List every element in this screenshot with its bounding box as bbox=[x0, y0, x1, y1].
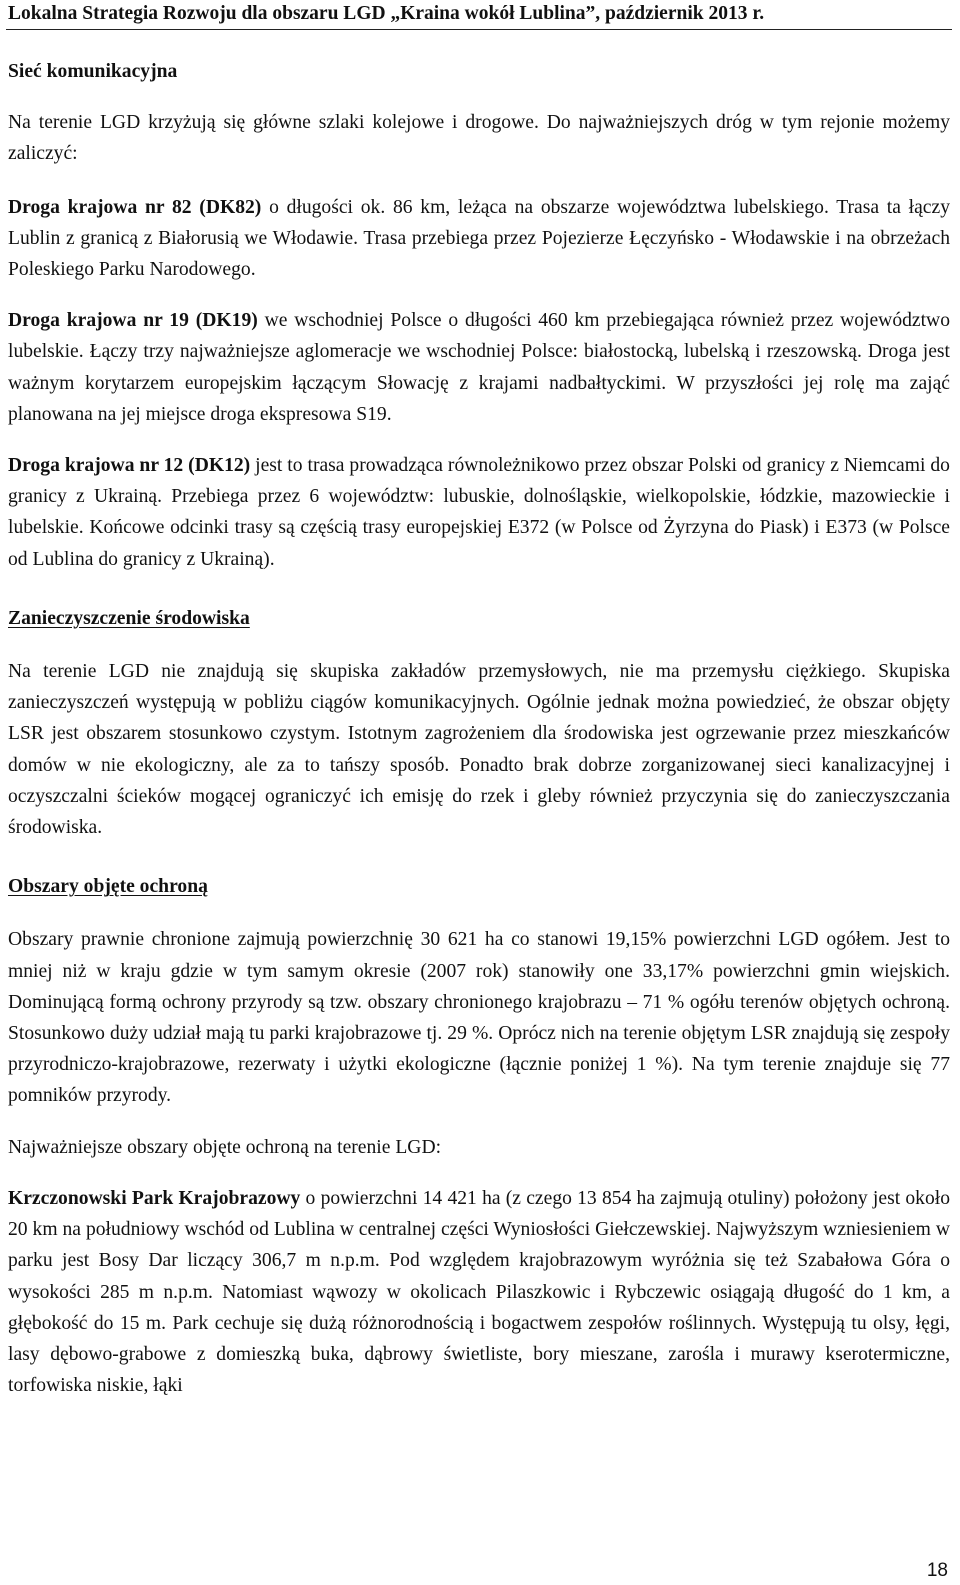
pollution-heading-text: Zanieczyszczenie środowiska bbox=[8, 607, 250, 629]
dk19-text: we wschodniej Polsce o długości 460 km przebiegająca również przez województwo lubelskie. Łączy trzy najważniejsze aglomeracje we wschodniej Polsce: białostocką, lubelską i rzeszowską. Droga jest ważnym korytarzem europejskim łączącym Słowację z krajami nadbałtyckimi. W przyszłości jej rolę ma zająć planowana na jej miejsce droga ekspresowa S19. bbox=[8, 310, 950, 425]
dk12-text: jest to trasa prowadząca równoleżnikowo przez obszar Polski od granicy z Niemcami do granicy z Ukrainą. Przebiega przez 6 województw: lubuskie, dolnośląskie, wielkopolskie, łódzkie, mazowieckie i lubelskie. Końcowe odcinki trasy są częścią trasy europejskiej E372 (w Polsce od Żyrzyna do Piask) i E373 (w Polsce od Lublina do granicy z Ukrainą). bbox=[8, 455, 950, 570]
protected-paragraph: Obszary prawnie chronione zajmują powierzchnię 30 621 ha co stanowi 19,15% powierzchni LGD ogółem. Jest to mniej niż w kraju gdzie w tym samym okresie (2007 rok) stanowiły one 33,17% powierzchni gmin wiejskich. Dominującą formą ochrony przyrody są tzw. obszary chronionego krajobrazu – 71 % ogółu terenów objętych ochroną. Stosunkowo duży udział mają tu parki krajobrazowe tj. 29 %. Oprócz nich na terenie objętym LSR znajdują się zespoły przyrodniczo-krajobrazowe, rezerwaty i użytki ekologiczne (łącznie poniżej 1 %). Na tym terenie znajduje się 77 pomników przyrody. bbox=[8, 929, 950, 1107]
protected-heading-text: Obszary objęte ochroną bbox=[8, 876, 208, 898]
protected-list-intro: Najważniejsze obszary objęte ochroną na terenie LGD: bbox=[8, 1136, 442, 1158]
krzczonow-label: Krzczonowski Park Krajobrazowy bbox=[8, 1187, 301, 1209]
header-divider bbox=[6, 29, 952, 30]
dk82-text: o długości ok. 86 km, leżąca na obszarze województwa lubelskiego. Trasa ta łączy Lublin z granicą z Białorusią we Włodawie. Trasa przebiega przez Pojezierze Łęczyńsko - Włodawskie i na obrzeżach Poleskiego Parku Narodowego. bbox=[8, 196, 950, 281]
pollution-paragraph: Na terenie LGD nie znajdują się skupiska zakładów przemysłowych, nie ma przemysłu ciężkiego. Skupiska zanieczyszczeń występują w pobliżu ciągów komunikacyjnych. Ogólnie jednak można powiedzieć, że obszar objęty LSR jest obszarem stosunkowo czystym. Istotnym zagrożeniem dla środowiska jest ogrzewanie przez mieszkańców domów w nie ekologiczny, ale za to tańszy sposób. Ponadto brak dobrze zorganizowanej sieci kanalizacyjnej i oczyszczalni ścieków mogącej ograniczyć ich emisję do rzek i gleby również przyczynia się do zanieczyszczania środowiska. bbox=[8, 661, 950, 839]
dk19-label: Droga krajowa nr 19 (DK19) bbox=[8, 310, 258, 332]
krzczonow-text: o powierzchni 14 421 ha (z czego 13 854 ha zajmują otuliny) położony jest około 20 km na południowy wschód od Lublina w centralnej części Wyniosłości Giełczewskiej. Najwyższym wzniesieniem w parku jest Bosy Dar liczący 306,7 m n.p.m. Pod względem krajobrazowym wyróżnia się też Szabałowa Góra o wysokości 285 m n.p.m. Natomiast wąwozy w okolicach Pilaszkowic i Rybczewic osiągają długość do 1 km, a głębokość do 15 m. Park cechuje się dużą różnorodnością i bogactwem zespołów roślinnych. Występują tu olsy, łęgi, lasy dębowo-grabowe z domieszką buka, dąbrowy świetliste, bory mieszane, zarośla i murawy kserotermiczne, torfowiska niskie, łąki bbox=[8, 1187, 950, 1397]
dk82-label: Droga krajowa nr 82 (DK82) bbox=[8, 196, 262, 218]
dk82-paragraph bbox=[8, 192, 950, 286]
transport-intro-paragraph: Na terenie LGD krzyżują się główne szlaki kolejowe i drogowe. Do najważniejszych dróg w tym rejonie możemy zaliczyć: bbox=[8, 112, 950, 165]
page-header: Lokalna Strategia Rozwoju dla obszaru LGD „Kraina wokół Lublina”, październik 2013 r. bbox=[8, 3, 765, 24]
dk19-paragraph bbox=[8, 305, 950, 430]
section-heading-pollution bbox=[8, 603, 950, 634]
page-number: 18 bbox=[926, 1560, 948, 1581]
section-heading-protected bbox=[8, 871, 950, 902]
section-title-transport: Sieć komunikacyjna bbox=[8, 61, 178, 82]
document-body bbox=[8, 56, 950, 1401]
dk12-paragraph bbox=[8, 450, 950, 575]
dk12-label: Droga krajowa nr 12 (DK12) bbox=[8, 455, 251, 477]
krzczonow-paragraph bbox=[8, 1183, 950, 1401]
